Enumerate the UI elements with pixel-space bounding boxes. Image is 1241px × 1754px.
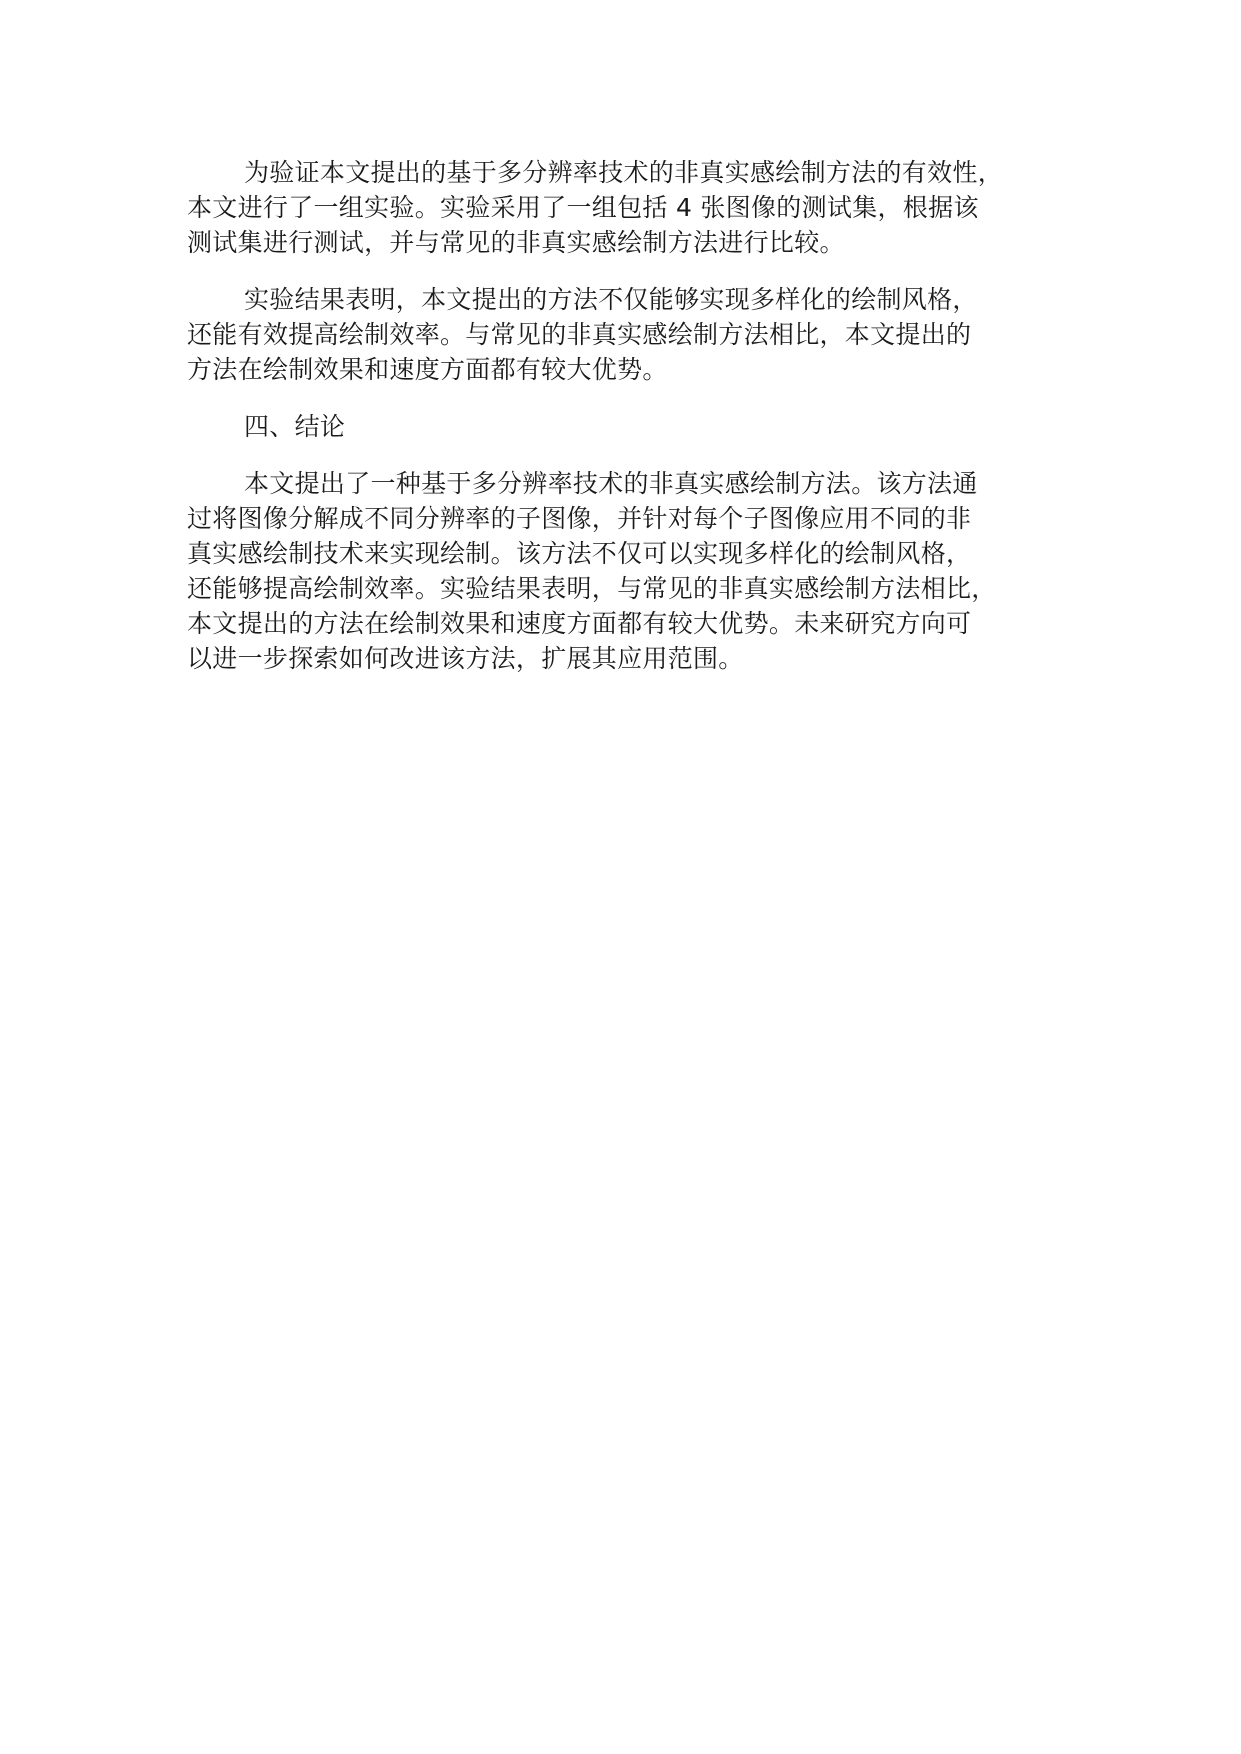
section-heading-conclusion <box>187 409 1087 444</box>
text-line: 还能有效提高绘制效率。与常见的非真实感绘制方法相比，本文提出的 <box>187 320 972 349</box>
text-line: 本文进行了一组实验。实验采用了一组包括 4 张图像的测试集，根据该 <box>187 193 979 222</box>
text-line: 为验证本文提出的基于多分辨率技术的非真实感绘制方法的有效性， <box>244 158 1004 187</box>
text-line: 过将图像分解成不同分辨率的子图像，并针对每个子图像应用不同的非 <box>187 504 972 533</box>
text-line: 测试集进行测试，并与常见的非真实感绘制方法进行比较。 <box>187 228 845 257</box>
text-line: 还能够提高绘制效率。实验结果表明，与常见的非真实感绘制方法相比， <box>187 574 997 603</box>
text-line: 实验结果表明，本文提出的方法不仅能够实现多样化的绘制风格， <box>244 285 978 314</box>
document-body <box>187 155 1087 698</box>
text-line: 方法在绘制效果和速度方面都有较大优势。 <box>187 355 668 384</box>
paragraph-experiment-results <box>187 282 1087 387</box>
text-line: 本文提出了一种基于多分辨率技术的非真实感绘制方法。该方法通 <box>244 469 978 498</box>
paragraph-conclusion <box>187 466 1087 676</box>
text-line: 本文提出的方法在绘制效果和速度方面都有较大优势。未来研究方向可 <box>187 609 972 638</box>
heading-text: 四、结论 <box>244 412 346 441</box>
text-line: 真实感绘制技术来实现绘制。该方法不仅可以实现多样化的绘制风格， <box>187 539 972 568</box>
paragraph-experiment-setup <box>187 155 1087 260</box>
text-line: 以进一步探索如何改进该方法，扩展其应用范围。 <box>187 644 744 673</box>
